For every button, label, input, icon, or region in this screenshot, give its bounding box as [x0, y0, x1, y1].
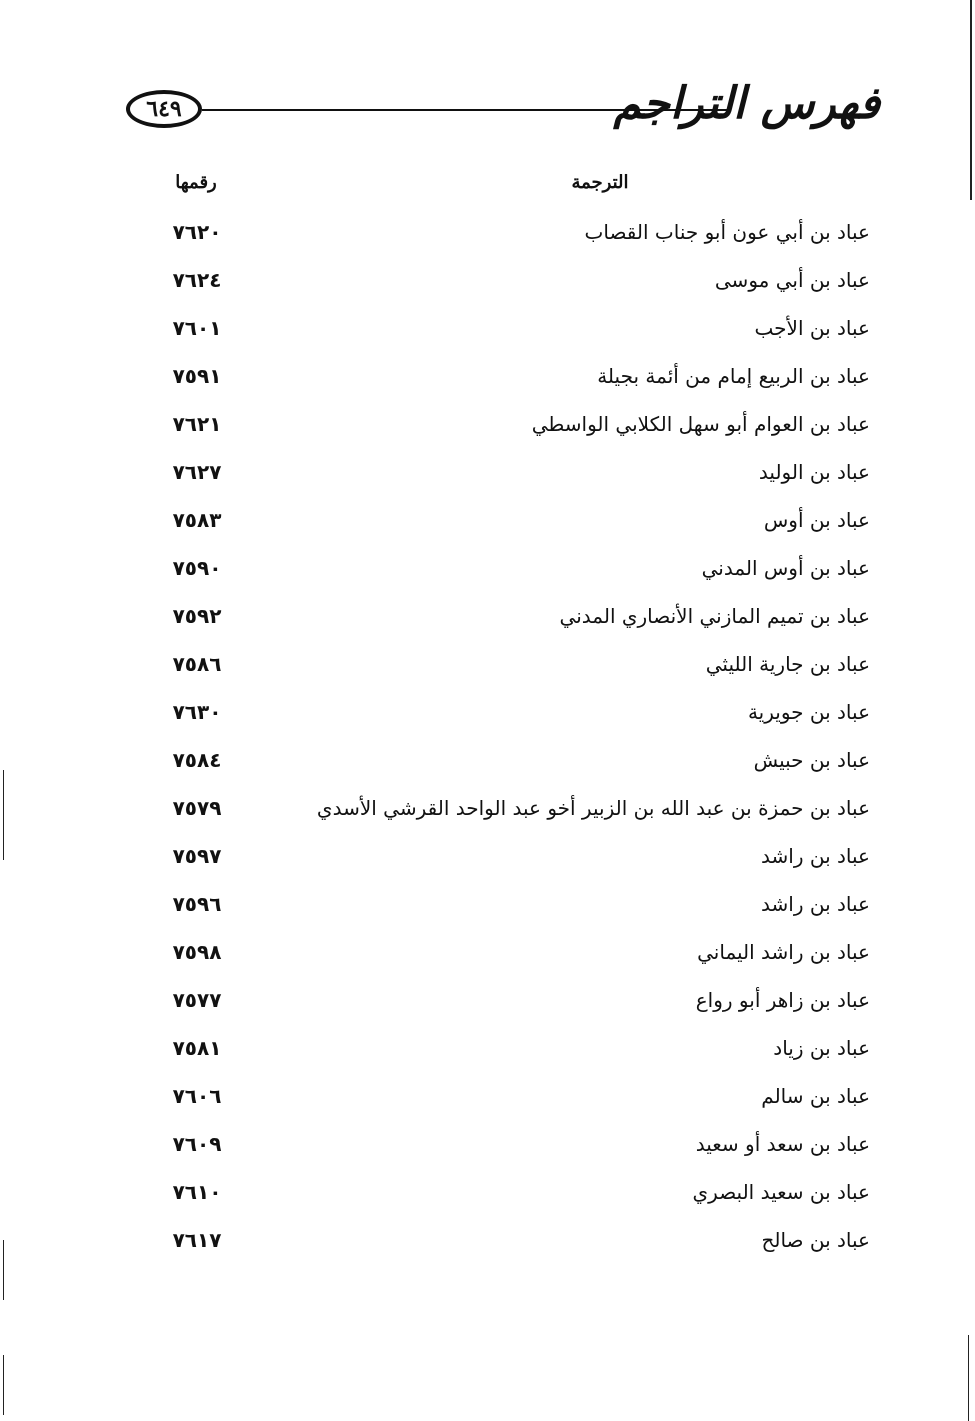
left-edge-line-bottom [3, 1355, 4, 1415]
entry-name: عباد بن زاهر أبو رواع [695, 988, 870, 1012]
entry-name: عباد بن الوليد [758, 460, 870, 484]
index-row [0, 1120, 975, 1168]
entry-name: عباد بن سالم [761, 1084, 870, 1108]
entry-number: ٧٦١٧ [172, 1228, 222, 1252]
page-number-badge [126, 90, 202, 128]
index-row [0, 784, 975, 832]
entry-number: ٧٦٠٩ [172, 1132, 222, 1156]
entry-name: عباد بن أبي موسى [714, 268, 870, 292]
index-row [0, 1216, 975, 1264]
entry-number: ٧٥٩١ [172, 364, 222, 388]
entry-name: عباد بن سعد أو سعيد [695, 1132, 870, 1156]
index-row [0, 400, 975, 448]
page-header [120, 78, 880, 162]
entry-number: ٧٥٩٦ [172, 892, 222, 916]
name-column-header: الترجمة [571, 172, 629, 193]
entry-number: ٧٦٢٧ [172, 460, 222, 484]
entry-name: عباد بن الربيع إمام من أئمة بجيلة [597, 364, 870, 388]
index-row [0, 736, 975, 784]
entry-number: ٧٦٠٦ [172, 1084, 222, 1108]
index-row [0, 1024, 975, 1072]
entry-name: عباد بن راشد اليماني [697, 940, 870, 964]
index-row [0, 592, 975, 640]
index-row [0, 304, 975, 352]
entry-number: ٧٦٢٤ [172, 268, 222, 292]
entry-number: ٧٥٩٨ [172, 940, 222, 964]
index-row [0, 880, 975, 928]
entry-number: ٧٦٢١ [172, 412, 222, 436]
entry-number: ٧٥٩٢ [172, 604, 222, 628]
index-row [0, 256, 975, 304]
entry-number: ٧٥٨٣ [172, 508, 222, 532]
number-column-header: رقمها [175, 172, 217, 193]
entry-name: عباد بن زياد [773, 1036, 870, 1060]
entry-name: عباد بن أبي عون أبو جناب القصاب [584, 220, 870, 244]
entry-number: ٧٦١٠ [172, 1180, 222, 1204]
index-row [0, 928, 975, 976]
index-row [0, 448, 975, 496]
index-list [0, 208, 975, 1264]
entry-name: عباد بن حمزة بن عبد الله بن الزبير أخو عبد الواحد القرشي الأسدي [316, 796, 870, 820]
entry-number: ٧٥٨٦ [172, 652, 222, 676]
entry-number: ٧٥٧٧ [172, 988, 222, 1012]
entry-name: عباد بن حبيش [753, 748, 870, 772]
index-row [0, 352, 975, 400]
entry-name: عباد بن راشد [761, 844, 870, 868]
right-edge-line [970, 0, 972, 200]
index-row [0, 688, 975, 736]
entry-name: عباد بن صالح [761, 1228, 870, 1252]
index-row [0, 1072, 975, 1120]
entry-name: عباد بن راشد [761, 892, 870, 916]
entry-name: عباد بن الأجب [754, 316, 870, 340]
index-row [0, 544, 975, 592]
entry-name: عباد بن جارية الليثي [705, 652, 870, 676]
index-row [0, 640, 975, 688]
index-row [0, 496, 975, 544]
entry-number: ٧٥٨٤ [172, 748, 222, 772]
entry-name: عباد بن أوس [763, 508, 870, 532]
entry-name: عباد بن تميم المازني الأنصاري المدني [559, 604, 870, 628]
entry-number: ٧٥٩٧ [172, 844, 222, 868]
entry-name: عباد بن جويرية [747, 700, 870, 724]
entry-number: ٧٥٧٩ [172, 796, 222, 820]
header-title: فهرس التراجم [613, 78, 880, 129]
entry-name: عباد بن العوام أبو سهل الكلابي الواسطي [531, 412, 870, 436]
page-number: ٦٤٩ [146, 96, 182, 122]
entry-number: ٧٦٢٠ [172, 220, 222, 244]
index-row [0, 976, 975, 1024]
index-row [0, 832, 975, 880]
entry-number: ٧٥٨١ [172, 1036, 222, 1060]
entry-number: ٧٥٩٠ [172, 556, 222, 580]
index-row [0, 208, 975, 256]
entry-name: عباد بن أوس المدني [701, 556, 870, 580]
entry-number: ٧٦٠١ [172, 316, 222, 340]
entry-name: عباد بن سعيد البصري [692, 1180, 870, 1204]
entry-number: ٧٦٣٠ [172, 700, 222, 724]
right-edge-line-lower [968, 1335, 969, 1421]
index-row [0, 1168, 975, 1216]
